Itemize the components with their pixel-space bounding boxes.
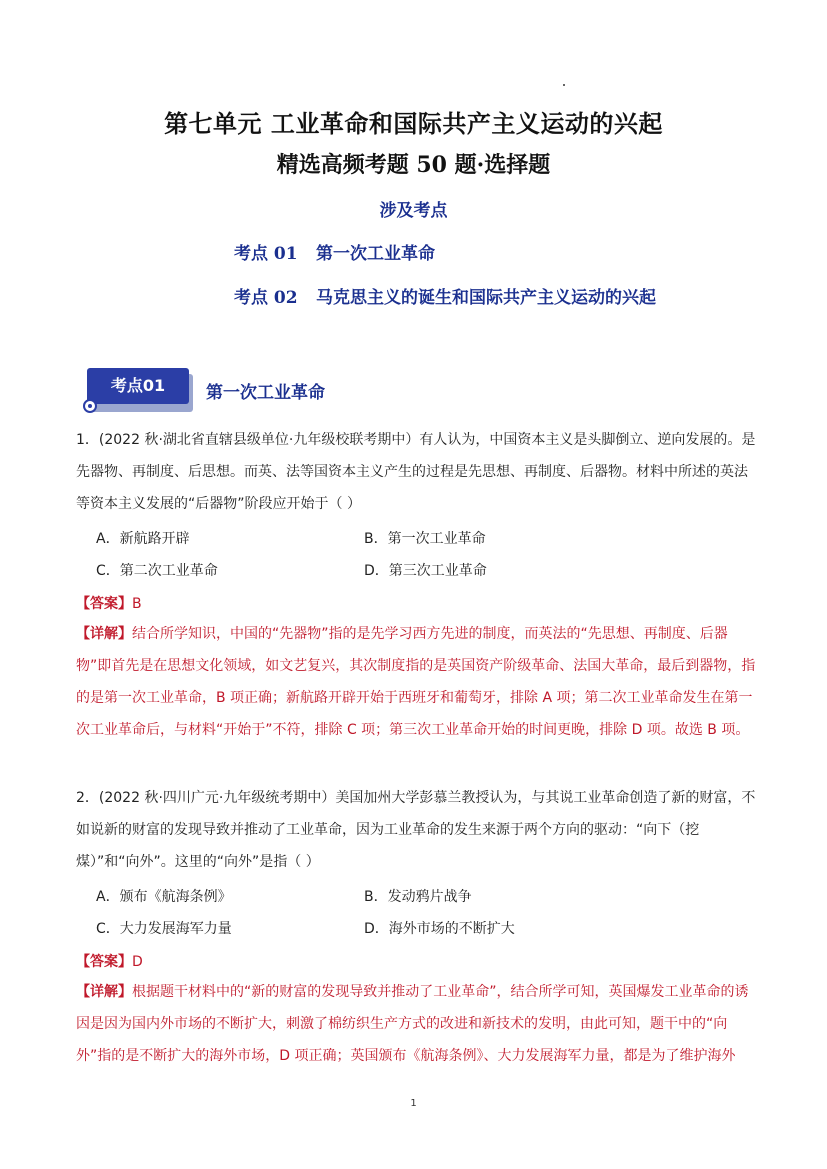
option-c: C．大力发展海军力量	[96, 921, 232, 937]
bullet-circle-icon	[83, 399, 97, 413]
option-a: A．颁布《航海条例》	[96, 889, 232, 905]
topic-item	[234, 239, 435, 264]
section-badge	[83, 366, 195, 414]
section-title: 第一次工业革命	[206, 383, 325, 403]
page-subtitle: 精选高频考题 50 题·选择题	[276, 152, 551, 178]
page-title: 第七单元 工业革命和国际共产主义运动的兴起	[164, 109, 663, 138]
topics-heading: 涉及考点	[379, 201, 448, 221]
option-b: B．第一次工业革命	[364, 531, 486, 547]
answer-detail	[76, 976, 756, 1072]
detail-label: 【详解】	[76, 626, 132, 642]
option-d: D．第三次工业革命	[364, 563, 487, 579]
option-c: C．第二次工业革命	[96, 563, 218, 579]
answer-detail	[76, 618, 756, 746]
answer-value: B	[132, 596, 142, 612]
section-badge-label: 考点01	[87, 368, 189, 404]
answer-label: 【答案】	[76, 954, 132, 970]
answer-value: D	[132, 954, 143, 970]
topic-name: 第一次工业革命	[316, 244, 435, 264]
topic-item	[234, 283, 656, 308]
question-stem: 2．(2022 秋·四川广元·九年级统考期中）美国加州大学彭慕兰教授认为，与其说工业革命创造了新的财富，不如说新的财富的发现导致并推动了工业革命，因为工业革命的发生来源于两个方向的驱动：“向下（挖煤）”和“向外”。这里的“向外”是指（ ）	[76, 790, 756, 870]
detail-text: 结合所学知识，中国的“先器物”指的是先学习西方先进的制度，而英法的“先思想、再制度、后器物”即首先是在思想文化领域，如文艺复兴，其次制度指的是英国资产阶级革命、法国大革命，最后到器物，指的是第一次工业革命，B 项正确；新航路开辟开始于西班牙和葡萄牙，排除 A 项；第二次工业革命发生在第一次工业革命后，与材料“开始于”不符，排除 C 项；第三次工业革命开始的时间更晚，排除 D 项。故选 B 项。	[76, 626, 756, 738]
page-number: 1	[410, 1098, 417, 1109]
answer-label: 【答案】	[76, 596, 132, 612]
answer-line	[76, 951, 143, 971]
question-stem: 1．(2022 秋·湖北省直辖县级单位·九年级校联考期中）有人认为，中国资本主义是头脚倒立、逆向发展的。是先器物、再制度、后思想。而英、法等国资本主义产生的过程是先思想、再制度、后器物。材料中所述的英法等资本主义发展的“后器物”阶段应开始于（ ）	[76, 432, 756, 512]
topic-code: 考点 02	[234, 288, 298, 308]
detail-label: 【详解】	[76, 984, 132, 1000]
option-d: D．海外市场的不断扩大	[364, 921, 515, 937]
topic-code: 考点 01	[234, 244, 298, 264]
option-b: B．发动鸦片战争	[364, 889, 472, 905]
option-a: A．新航路开辟	[96, 531, 190, 547]
scan-dot	[563, 84, 565, 86]
detail-text: 根据题干材料中的“新的财富的发现导致并推动了工业革命”，结合所学可知，英国爆发工业革命的诱因是因为国内外市场的不断扩大，刺激了棉纺织生产方式的改进和新技术的发明，由此可知，题干中的“向外”指的是不断扩大的海外市场，D 项正确；英国颁布《航海条例》、大力发展海军力量，都是为了维护海外	[76, 984, 749, 1064]
topic-name: 马克思主义的诞生和国际共产主义运动的兴起	[316, 288, 656, 308]
answer-line	[76, 593, 142, 613]
